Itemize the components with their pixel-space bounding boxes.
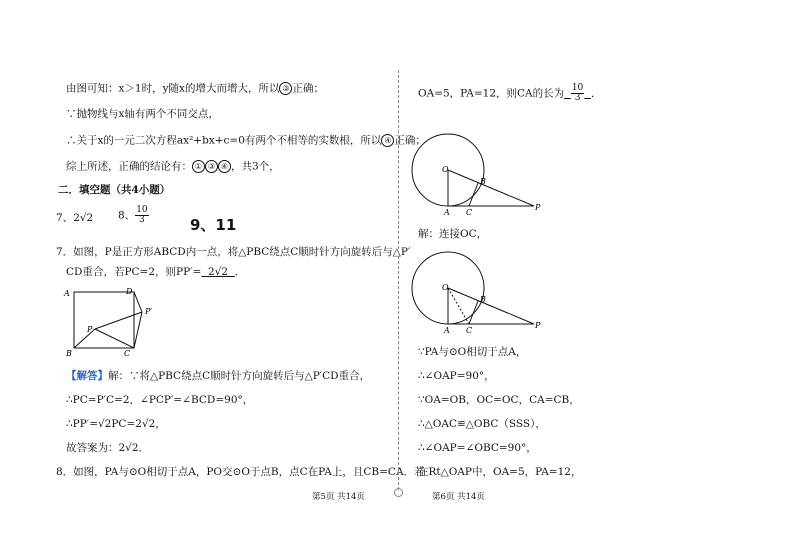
fig-label-p: P [87, 325, 93, 334]
right-line-5: ∴△OAC≌△OBC（SSS）， [418, 418, 546, 430]
answer-8: 8、 $\frac{10}{3}$ [118, 205, 148, 225]
solution-7-line-2: ∴PC=P′C=2，∠PCP′=∠BCD=90°， [66, 394, 254, 406]
right-line-4: ∵OA=OB，OC=OC，CA=CB， [418, 394, 580, 406]
circle-figure-1 [410, 132, 550, 218]
fig-label-b: B [66, 349, 72, 358]
question-7-line-1: 7．如图，P是正方形ABCD内一点，将△PBC绕点C顺时针方向旋转后与△P′ [56, 246, 411, 258]
fig1-label-b: B [480, 177, 486, 186]
right-line-3: ∴∠OAP=90°， [418, 370, 495, 382]
left-line-1: 由图可知：x＞1时，y随x的增大而增大，所以 ③ 正确； [66, 82, 324, 95]
answer-7: 7、2√2 [56, 212, 94, 224]
left-line-3: ∴关于x的一元二次方程ax²+bx+c=0有两个不相等的实数根，所以 ④ 正确； [66, 134, 426, 147]
right-line-2: ∵PA与⊙O相切于点A， [418, 346, 527, 358]
fig2-label-o: O [442, 283, 449, 292]
left-line-4: 综上所述，正确的结论有： ① ③ ④ ，共3个， [66, 160, 280, 173]
solution-7-line-4: 故答案为：2√2． [66, 442, 150, 454]
right-line-6: ∴∠OAP=∠OBC=90°， [418, 442, 537, 454]
fig-label-pprime: P′ [145, 307, 153, 316]
footer-page-5: 第5页 共14页 [312, 492, 365, 502]
divider-circle [394, 488, 403, 497]
fig2-label-p: P [535, 321, 541, 330]
solution-7-line-3: ∴PP′=√2PC=2√2， [66, 418, 166, 430]
right-line-1: OA=5，PA=12，则CA的长为 $\frac{10}{3}$ ． [418, 83, 602, 103]
column-divider [398, 70, 399, 490]
section-heading: 二．填空题（共4小题） [58, 184, 171, 196]
square-figure [60, 284, 170, 360]
answer-9-11: 9、11 [190, 216, 237, 234]
fig1-label-o: O [442, 165, 449, 174]
fig1-label-c: C [466, 208, 473, 217]
fig2-label-a: A [444, 326, 450, 335]
fig-label-d: D [126, 287, 133, 296]
left-line-2: ∵抛物线与x轴有两个不同交点， [66, 108, 219, 120]
fig-label-c: C [124, 349, 131, 358]
fig1-label-p: P [535, 203, 541, 212]
footer-page-6: 第6页 共14页 [432, 492, 485, 502]
question-7-line-2: CD重合，若PC=2，则PP′= 2√2 ． [66, 266, 246, 278]
fig1-label-a: A [444, 208, 450, 217]
right-line-7: 在Rt△OAP中，OA=5，PA=12， [418, 466, 582, 478]
circle-figure-2 [410, 250, 550, 336]
fig2-label-c: C [466, 326, 473, 335]
fig-label-a: A [64, 289, 70, 298]
right-line-jie: 解：连接OC， [418, 228, 488, 240]
solution-7-line-1: 【解答】解：∵将△PBC绕点C顺时针方向旋转后与△P′CD重合， [66, 370, 371, 382]
fig2-label-b: B [480, 295, 486, 304]
question-8-line-1: 8．如图，PA与⊙O相切于点A，PO交⊙O于点B，点C在PA上，且CB=CA．若 [56, 466, 425, 478]
